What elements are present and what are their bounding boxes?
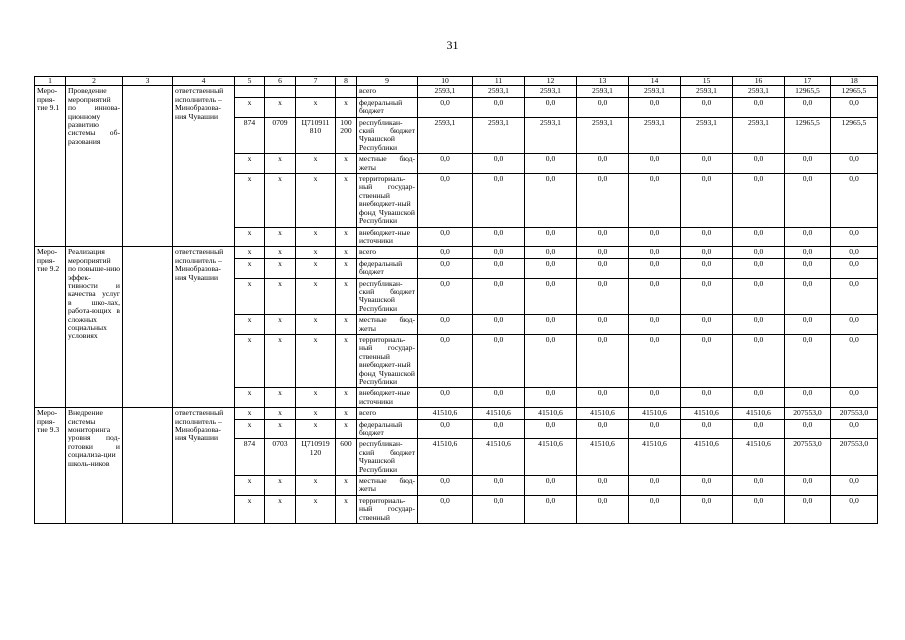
grbs-cell: x <box>235 408 265 419</box>
value-cell: 41510,6 <box>525 439 577 476</box>
value-cell: 0,0 <box>525 278 577 315</box>
rzpr-cell: x <box>265 97 296 117</box>
value-cell: 0,0 <box>681 247 733 258</box>
grbs-cell: x <box>235 278 265 315</box>
value-cell: 41510,6 <box>473 439 525 476</box>
value-cell: 0,0 <box>525 315 577 335</box>
value-cell: 0,0 <box>785 154 831 174</box>
value-cell: 0,0 <box>831 174 878 227</box>
grbs-cell: x <box>235 227 265 247</box>
value-cell: 0,0 <box>418 227 473 247</box>
grbs-cell: x <box>235 315 265 335</box>
value-cell: 2593,1 <box>733 117 785 154</box>
value-cell: 0,0 <box>681 495 733 523</box>
measure-col3 <box>123 86 173 247</box>
value-cell: 0,0 <box>785 315 831 335</box>
header-cell-14: 14 <box>629 77 681 86</box>
value-cell: 0,0 <box>681 154 733 174</box>
rzpr-cell <box>265 86 296 97</box>
value-cell: 41510,6 <box>525 408 577 419</box>
value-cell: 2593,1 <box>525 86 577 97</box>
header-cell-3: 3 <box>123 77 173 86</box>
header-cell-8: 8 <box>336 77 357 86</box>
csr-cell: x <box>296 258 336 278</box>
rzpr-cell: x <box>265 278 296 315</box>
grbs-cell: x <box>235 476 265 496</box>
vr-cell: x <box>336 174 357 227</box>
rzpr-cell: x <box>265 315 296 335</box>
value-cell: 12965,5 <box>785 117 831 154</box>
value-cell: 0,0 <box>577 154 629 174</box>
value-cell: 12965,5 <box>785 86 831 97</box>
value-cell: 0,0 <box>629 495 681 523</box>
measure-col3 <box>123 247 173 408</box>
vr-cell: x <box>336 315 357 335</box>
value-cell: 0,0 <box>473 315 525 335</box>
value-cell: 0,0 <box>525 419 577 439</box>
value-cell: 0,0 <box>681 419 733 439</box>
table-row <box>35 408 878 419</box>
value-cell: 0,0 <box>629 258 681 278</box>
rzpr-cell: x <box>265 247 296 258</box>
value-cell: 0,0 <box>418 154 473 174</box>
value-cell: 0,0 <box>681 258 733 278</box>
value-cell: 0,0 <box>577 388 629 408</box>
value-cell: 0,0 <box>785 97 831 117</box>
header-cell-1: 1 <box>35 77 66 86</box>
value-cell: 0,0 <box>831 154 878 174</box>
value-cell: 41510,6 <box>681 439 733 476</box>
value-cell: 0,0 <box>831 247 878 258</box>
value-cell: 0,0 <box>785 476 831 496</box>
funding-source: республикан-ский бюджет Чувашской Республики <box>357 439 418 476</box>
csr-cell: x <box>296 278 336 315</box>
value-cell: 0,0 <box>473 495 525 523</box>
value-cell: 2593,1 <box>577 86 629 97</box>
value-cell: 12965,5 <box>831 86 878 97</box>
grbs-cell: x <box>235 154 265 174</box>
grbs-cell: x <box>235 495 265 523</box>
value-cell: 12965,5 <box>831 117 878 154</box>
value-cell: 0,0 <box>831 97 878 117</box>
value-cell: 0,0 <box>473 227 525 247</box>
funding-source: территориаль-ный государ-ственный <box>357 495 418 523</box>
responsible-executor: ответственный исполнитель – Минобразова-ния Чувашии <box>173 86 235 247</box>
value-cell: 0,0 <box>525 495 577 523</box>
value-cell: 2593,1 <box>629 117 681 154</box>
value-cell: 0,0 <box>681 97 733 117</box>
funding-source: федеральный бюджет <box>357 258 418 278</box>
value-cell: 0,0 <box>418 174 473 227</box>
value-cell: 0,0 <box>831 278 878 315</box>
value-cell: 0,0 <box>785 388 831 408</box>
value-cell: 0,0 <box>525 97 577 117</box>
funding-source: территориаль-ный государ-ственный внебюджет-ный фонд Чувашской Республики <box>357 174 418 227</box>
value-cell: 0,0 <box>681 315 733 335</box>
value-cell: 0,0 <box>733 388 785 408</box>
value-cell: 41510,6 <box>418 439 473 476</box>
value-cell: 0,0 <box>473 278 525 315</box>
value-cell: 207553,0 <box>785 408 831 419</box>
value-cell: 0,0 <box>681 174 733 227</box>
value-cell: 41510,6 <box>418 408 473 419</box>
measure-code: Меро-прия-тие 9.3 <box>35 408 66 524</box>
measure-name: Внедрение системы мониторинга уровня под-готовки и социализа-ции школь-ников <box>66 408 123 524</box>
rzpr-cell: x <box>265 154 296 174</box>
header-cell-6: 6 <box>265 77 296 86</box>
csr-cell: x <box>296 388 336 408</box>
rzpr-cell: 0709 <box>265 117 296 154</box>
value-cell: 0,0 <box>577 174 629 227</box>
rzpr-cell: x <box>265 258 296 278</box>
funding-source: всего <box>357 247 418 258</box>
csr-cell: Ц710911 810 <box>296 117 336 154</box>
value-cell: 0,0 <box>831 227 878 247</box>
vr-cell: x <box>336 495 357 523</box>
vr-cell: x <box>336 258 357 278</box>
vr-cell: x <box>336 334 357 387</box>
value-cell: 0,0 <box>629 388 681 408</box>
grbs-cell: 874 <box>235 439 265 476</box>
header-cell-17: 17 <box>785 77 831 86</box>
rzpr-cell: x <box>265 476 296 496</box>
csr-cell: x <box>296 227 336 247</box>
grbs-cell: x <box>235 97 265 117</box>
value-cell: 0,0 <box>785 334 831 387</box>
page-number: 31 <box>446 38 459 52</box>
header-cell-2: 2 <box>66 77 123 86</box>
grbs-cell: 874 <box>235 117 265 154</box>
value-cell: 0,0 <box>577 227 629 247</box>
value-cell: 0,0 <box>785 495 831 523</box>
vr-cell: 600 <box>336 439 357 476</box>
value-cell: 2593,1 <box>418 86 473 97</box>
header-cell-9: 9 <box>357 77 418 86</box>
value-cell: 0,0 <box>525 154 577 174</box>
value-cell: 2593,1 <box>577 117 629 154</box>
value-cell: 41510,6 <box>733 408 785 419</box>
value-cell: 0,0 <box>629 315 681 335</box>
csr-cell: x <box>296 315 336 335</box>
value-cell: 0,0 <box>525 388 577 408</box>
rzpr-cell: x <box>265 408 296 419</box>
value-cell: 0,0 <box>525 476 577 496</box>
value-cell: 0,0 <box>733 315 785 335</box>
csr-cell: x <box>296 495 336 523</box>
csr-cell: x <box>296 97 336 117</box>
rzpr-cell: x <box>265 419 296 439</box>
value-cell: 0,0 <box>831 388 878 408</box>
value-cell: 0,0 <box>733 174 785 227</box>
value-cell: 0,0 <box>629 174 681 227</box>
value-cell: 0,0 <box>629 97 681 117</box>
value-cell: 0,0 <box>577 247 629 258</box>
rzpr-cell: x <box>265 334 296 387</box>
value-cell: 207553,0 <box>831 408 878 419</box>
measure-code: Меро-прия-тие 9.1 <box>35 86 66 247</box>
value-cell: 0,0 <box>473 97 525 117</box>
measure-name: Реализация мероприятий по повыше-нию эффек-тивности и качества услуг в шко-лах, работа-ющих в сложных социальных условиях <box>66 247 123 408</box>
value-cell: 0,0 <box>473 154 525 174</box>
value-cell: 0,0 <box>473 247 525 258</box>
funding-source: местные бюд-жеты <box>357 154 418 174</box>
grbs-cell: x <box>235 388 265 408</box>
rzpr-cell: x <box>265 388 296 408</box>
vr-cell: x <box>336 97 357 117</box>
value-cell: 41510,6 <box>681 408 733 419</box>
value-cell: 41510,6 <box>629 439 681 476</box>
value-cell: 0,0 <box>525 258 577 278</box>
csr-cell: x <box>296 476 336 496</box>
measure-col3 <box>123 408 173 524</box>
value-cell: 0,0 <box>733 334 785 387</box>
funding-source: местные бюд-жеты <box>357 315 418 335</box>
value-cell: 0,0 <box>577 97 629 117</box>
value-cell: 0,0 <box>629 227 681 247</box>
value-cell: 2593,1 <box>733 86 785 97</box>
vr-cell: x <box>336 154 357 174</box>
value-cell: 0,0 <box>733 258 785 278</box>
value-cell: 0,0 <box>577 334 629 387</box>
vr-cell: x <box>336 408 357 419</box>
measure-code: Меро-прия-тие 9.2 <box>35 247 66 408</box>
value-cell: 41510,6 <box>473 408 525 419</box>
value-cell: 0,0 <box>525 174 577 227</box>
value-cell: 41510,6 <box>577 439 629 476</box>
vr-cell: x <box>336 388 357 408</box>
funding-source: территориаль-ный государ-ственный внебюджет-ный фонд Чувашской Республики <box>357 334 418 387</box>
grbs-cell: x <box>235 419 265 439</box>
value-cell: 0,0 <box>629 278 681 315</box>
budget-table <box>34 76 878 524</box>
value-cell: 41510,6 <box>577 408 629 419</box>
rzpr-cell: x <box>265 174 296 227</box>
funding-source: местные бюд-жеты <box>357 476 418 496</box>
funding-source: всего <box>357 86 418 97</box>
header-cell-15: 15 <box>681 77 733 86</box>
value-cell: 0,0 <box>785 227 831 247</box>
vr-cell: x <box>336 247 357 258</box>
table-header-row <box>35 77 878 86</box>
measure-name: Проведение мероприятий по иннова-ционному развитию системы об-разования <box>66 86 123 247</box>
value-cell: 0,0 <box>831 495 878 523</box>
value-cell: 0,0 <box>418 476 473 496</box>
rzpr-cell: x <box>265 227 296 247</box>
header-cell-18: 18 <box>831 77 878 86</box>
header-cell-10: 10 <box>418 77 473 86</box>
value-cell: 0,0 <box>681 476 733 496</box>
grbs-cell: x <box>235 247 265 258</box>
header-cell-4: 4 <box>173 77 235 86</box>
value-cell: 0,0 <box>418 334 473 387</box>
value-cell: 0,0 <box>733 97 785 117</box>
value-cell: 0,0 <box>418 247 473 258</box>
funding-source: внебюджет-ные источники <box>357 227 418 247</box>
header-cell-16: 16 <box>733 77 785 86</box>
value-cell: 0,0 <box>629 419 681 439</box>
header-cell-5: 5 <box>235 77 265 86</box>
value-cell: 2593,1 <box>525 117 577 154</box>
value-cell: 2593,1 <box>681 117 733 154</box>
vr-cell: x <box>336 476 357 496</box>
value-cell: 0,0 <box>733 495 785 523</box>
value-cell: 0,0 <box>831 419 878 439</box>
value-cell: 0,0 <box>681 278 733 315</box>
value-cell: 0,0 <box>733 227 785 247</box>
csr-cell: x <box>296 247 336 258</box>
value-cell: 0,0 <box>473 334 525 387</box>
value-cell: 0,0 <box>831 334 878 387</box>
funding-source: всего <box>357 408 418 419</box>
value-cell: 0,0 <box>681 227 733 247</box>
csr-cell: x <box>296 334 336 387</box>
vr-cell: x <box>336 419 357 439</box>
vr-cell: 100 200 <box>336 117 357 154</box>
value-cell: 0,0 <box>525 247 577 258</box>
rzpr-cell: 0703 <box>265 439 296 476</box>
value-cell: 0,0 <box>473 174 525 227</box>
value-cell: 41510,6 <box>733 439 785 476</box>
value-cell: 0,0 <box>785 258 831 278</box>
value-cell: 0,0 <box>577 495 629 523</box>
value-cell: 207553,0 <box>831 439 878 476</box>
vr-cell: x <box>336 227 357 247</box>
value-cell: 0,0 <box>577 278 629 315</box>
value-cell: 0,0 <box>418 315 473 335</box>
header-cell-11: 11 <box>473 77 525 86</box>
responsible-executor: ответственный исполнитель – Минобразова-ния Чувашии <box>173 408 235 524</box>
value-cell: 0,0 <box>681 388 733 408</box>
value-cell: 0,0 <box>577 315 629 335</box>
csr-cell: x <box>296 419 336 439</box>
value-cell: 0,0 <box>473 388 525 408</box>
header-cell-12: 12 <box>525 77 577 86</box>
value-cell: 2593,1 <box>681 86 733 97</box>
vr-cell: x <box>336 278 357 315</box>
funding-source: федеральный бюджет <box>357 97 418 117</box>
value-cell: 0,0 <box>418 278 473 315</box>
value-cell: 0,0 <box>577 476 629 496</box>
header-cell-13: 13 <box>577 77 629 86</box>
csr-cell: x <box>296 154 336 174</box>
value-cell: 41510,6 <box>629 408 681 419</box>
value-cell: 0,0 <box>629 334 681 387</box>
value-cell: 0,0 <box>733 476 785 496</box>
value-cell: 0,0 <box>733 278 785 315</box>
table-row <box>35 247 878 258</box>
value-cell: 2593,1 <box>629 86 681 97</box>
value-cell: 0,0 <box>831 476 878 496</box>
value-cell: 0,0 <box>733 154 785 174</box>
value-cell: 207553,0 <box>785 439 831 476</box>
value-cell: 0,0 <box>733 419 785 439</box>
grbs-cell: x <box>235 258 265 278</box>
value-cell: 0,0 <box>418 419 473 439</box>
value-cell: 0,0 <box>473 258 525 278</box>
value-cell: 0,0 <box>785 174 831 227</box>
value-cell: 0,0 <box>831 258 878 278</box>
csr-cell: Ц710919 120 <box>296 439 336 476</box>
funding-source: внебюджет-ные источники <box>357 388 418 408</box>
value-cell: 0,0 <box>785 278 831 315</box>
rzpr-cell: x <box>265 495 296 523</box>
grbs-cell: x <box>235 174 265 227</box>
value-cell: 2593,1 <box>418 117 473 154</box>
value-cell: 0,0 <box>418 258 473 278</box>
vr-cell <box>336 86 357 97</box>
value-cell: 0,0 <box>629 476 681 496</box>
funding-source: республикан-ский бюджет Чувашской Республики <box>357 117 418 154</box>
value-cell: 0,0 <box>681 334 733 387</box>
value-cell: 0,0 <box>629 247 681 258</box>
funding-source: федеральный бюджет <box>357 419 418 439</box>
value-cell: 2593,1 <box>473 117 525 154</box>
value-cell: 0,0 <box>785 419 831 439</box>
value-cell: 0,0 <box>418 388 473 408</box>
value-cell: 2593,1 <box>473 86 525 97</box>
table-row <box>35 86 878 97</box>
grbs-cell <box>235 86 265 97</box>
value-cell: 0,0 <box>525 334 577 387</box>
csr-cell: x <box>296 174 336 227</box>
grbs-cell: x <box>235 334 265 387</box>
header-cell-7: 7 <box>296 77 336 86</box>
csr-cell: x <box>296 408 336 419</box>
value-cell: 0,0 <box>785 247 831 258</box>
value-cell: 0,0 <box>473 476 525 496</box>
value-cell: 0,0 <box>525 227 577 247</box>
value-cell: 0,0 <box>733 247 785 258</box>
value-cell: 0,0 <box>629 154 681 174</box>
value-cell: 0,0 <box>831 315 878 335</box>
value-cell: 0,0 <box>418 97 473 117</box>
responsible-executor: ответственный исполнитель – Минобразова-ния Чувашии <box>173 247 235 408</box>
funding-source: республикан-ский бюджет Чувашской Республики <box>357 278 418 315</box>
value-cell: 0,0 <box>473 419 525 439</box>
value-cell: 0,0 <box>418 495 473 523</box>
value-cell: 0,0 <box>577 258 629 278</box>
csr-cell <box>296 86 336 97</box>
value-cell: 0,0 <box>577 419 629 439</box>
